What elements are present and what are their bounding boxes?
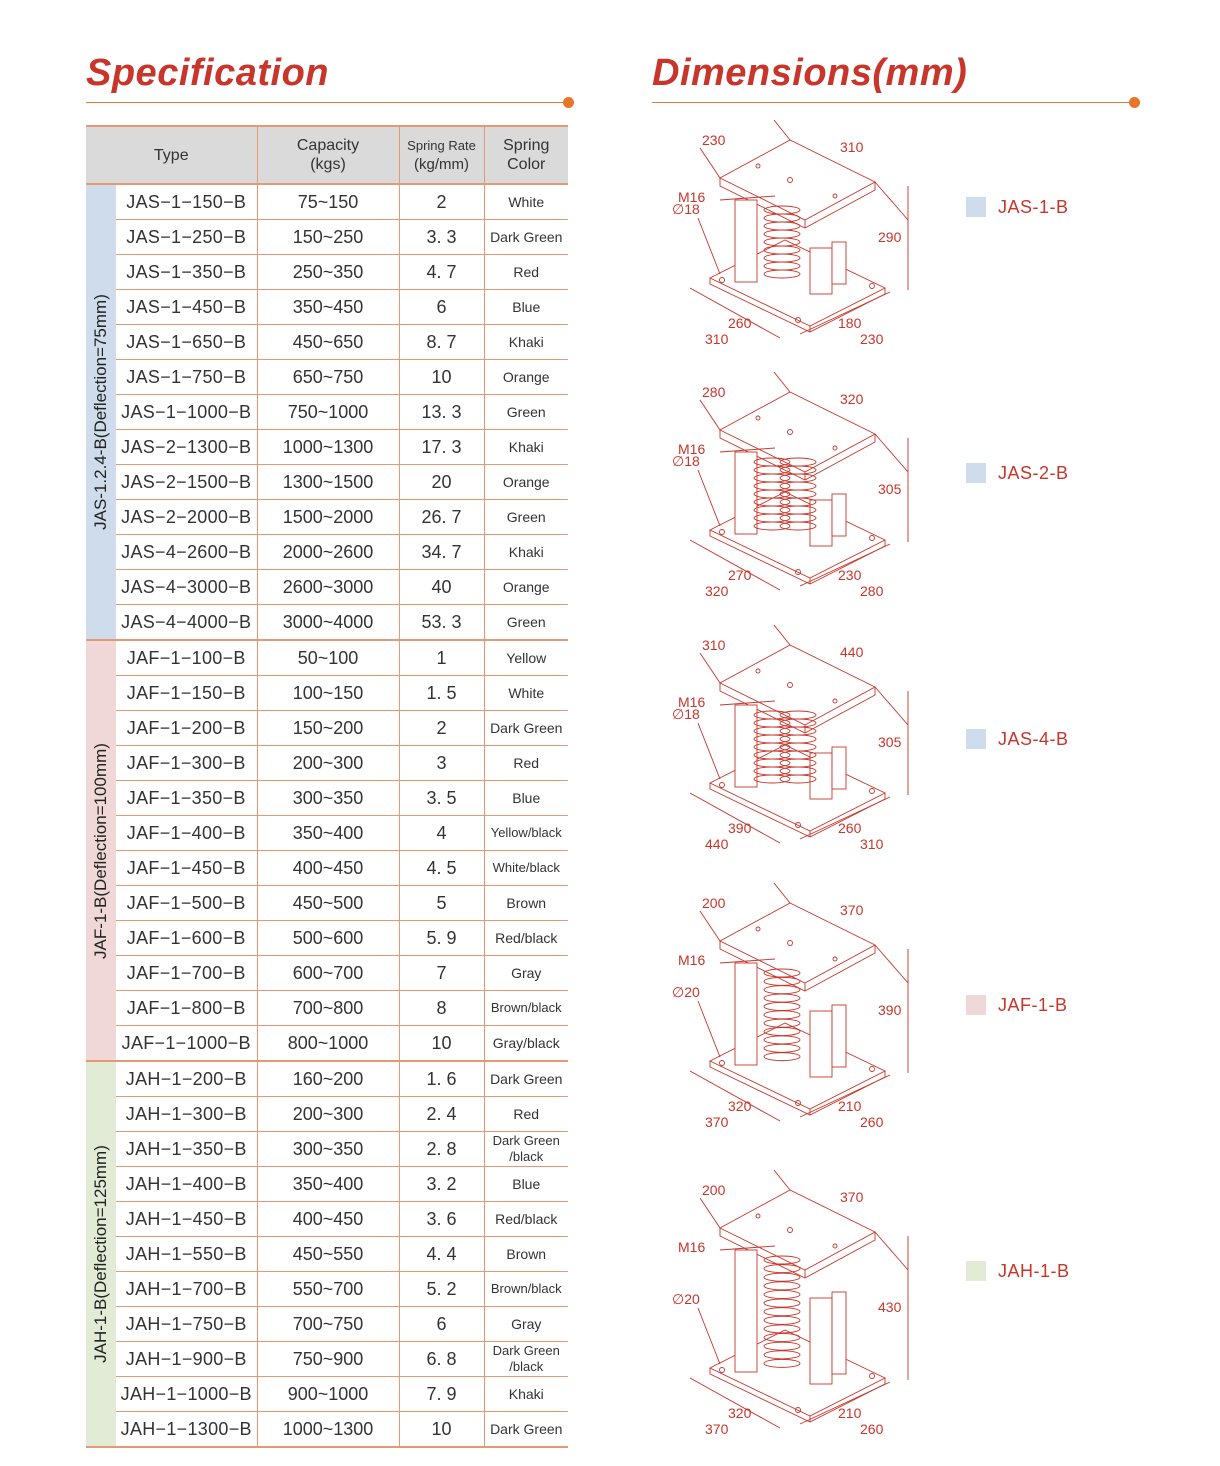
cell-spring-rate: 6 bbox=[399, 1307, 484, 1342]
cell-spring-color: Gray bbox=[484, 956, 568, 991]
cell-capacity: 700~800 bbox=[257, 991, 399, 1026]
cell-capacity: 750~900 bbox=[257, 1342, 399, 1377]
cell-capacity: 75~150 bbox=[257, 184, 399, 220]
cell-spring-rate: 34. 7 bbox=[399, 535, 484, 570]
cell-spring-color: White/black bbox=[484, 851, 568, 886]
table-row bbox=[86, 1412, 568, 1448]
cell-spring-color: Blue bbox=[484, 290, 568, 325]
cell-type: JAF−1−150−B bbox=[116, 676, 257, 711]
table-row bbox=[86, 605, 568, 641]
cell-spring-rate: 2 bbox=[399, 184, 484, 220]
cell-spring-rate: 2 bbox=[399, 711, 484, 746]
cell-spring-rate: 5 bbox=[399, 886, 484, 921]
dim-height: 305 bbox=[878, 481, 902, 497]
cell-spring-color: Red bbox=[484, 255, 568, 290]
header-type: Type bbox=[86, 126, 257, 184]
cell-capacity: 800~1000 bbox=[257, 1026, 399, 1062]
cell-spring-rate: 26. 7 bbox=[399, 500, 484, 535]
cell-spring-color: Gray bbox=[484, 1307, 568, 1342]
dim-top-left: 200 bbox=[702, 895, 726, 911]
table-row bbox=[86, 711, 568, 746]
dim-hole: ∅18 bbox=[672, 201, 700, 217]
cell-spring-rate: 2. 4 bbox=[399, 1097, 484, 1132]
table-row bbox=[86, 816, 568, 851]
dim-base-b: 440 bbox=[705, 836, 729, 852]
cell-type: JAS−1−650−B bbox=[116, 325, 257, 360]
cell-spring-color: Khaki bbox=[484, 325, 568, 360]
cell-spring-rate: 40 bbox=[399, 570, 484, 605]
cell-type: JAF−1−300−B bbox=[116, 746, 257, 781]
cell-capacity: 650~750 bbox=[257, 360, 399, 395]
table-row bbox=[86, 991, 568, 1026]
legend-swatch bbox=[966, 197, 986, 217]
cell-type: JAF−1−100−B bbox=[116, 640, 257, 676]
dim-base-d: 260 bbox=[860, 1114, 884, 1130]
dim-base-d: 280 bbox=[860, 583, 884, 599]
cell-spring-rate: 3. 5 bbox=[399, 781, 484, 816]
cell-spring-rate: 3. 6 bbox=[399, 1202, 484, 1237]
header-capacity bbox=[257, 126, 399, 184]
cell-spring-rate: 4. 7 bbox=[399, 255, 484, 290]
cell-type: JAF−1−350−B bbox=[116, 781, 257, 816]
cell-capacity: 350~400 bbox=[257, 816, 399, 851]
table-row bbox=[86, 1097, 568, 1132]
cell-type: JAF−1−600−B bbox=[116, 921, 257, 956]
specification-rule-dot bbox=[563, 97, 574, 108]
cell-capacity: 160~200 bbox=[257, 1061, 399, 1097]
cell-spring-color: Red/black bbox=[484, 921, 568, 956]
cell-spring-color: Red bbox=[484, 1097, 568, 1132]
cell-capacity: 300~350 bbox=[257, 1132, 399, 1167]
table-row bbox=[86, 290, 568, 325]
dim-height: 390 bbox=[878, 1002, 902, 1018]
dim-base-c: 210 bbox=[838, 1405, 862, 1421]
group-label-jas bbox=[86, 184, 116, 640]
cell-spring-rate: 7. 9 bbox=[399, 1377, 484, 1412]
cell-capacity: 200~300 bbox=[257, 746, 399, 781]
cell-type: JAF−1−700−B bbox=[116, 956, 257, 991]
cell-spring-rate: 7 bbox=[399, 956, 484, 991]
cell-spring-color: Dark Green /black bbox=[484, 1342, 568, 1377]
cell-spring-color: Red/black bbox=[484, 1202, 568, 1237]
cell-type: JAH−1−450−B bbox=[116, 1202, 257, 1237]
dim-top-left: 280 bbox=[702, 384, 726, 400]
table-row bbox=[86, 500, 568, 535]
table-row bbox=[86, 255, 568, 290]
legend-jas-4-b bbox=[966, 728, 1069, 750]
cell-type: JAS−4−4000−B bbox=[116, 605, 257, 641]
table-row bbox=[86, 676, 568, 711]
dim-hole: ∅20 bbox=[672, 984, 700, 1000]
dim-top-right: 440 bbox=[840, 644, 864, 660]
cell-capacity: 900~1000 bbox=[257, 1377, 399, 1412]
cell-spring-rate: 8. 7 bbox=[399, 325, 484, 360]
table-row bbox=[86, 570, 568, 605]
cell-capacity: 700~750 bbox=[257, 1307, 399, 1342]
table-row bbox=[86, 184, 568, 220]
cell-capacity: 200~300 bbox=[257, 1097, 399, 1132]
cell-capacity: 100~150 bbox=[257, 676, 399, 711]
cell-capacity: 550~700 bbox=[257, 1272, 399, 1307]
cell-type: JAH−1−700−B bbox=[116, 1272, 257, 1307]
header-spring-rate bbox=[399, 126, 484, 184]
cell-spring-rate: 5. 2 bbox=[399, 1272, 484, 1307]
cell-type: JAH−1−900−B bbox=[116, 1342, 257, 1377]
legend-jas-2-b bbox=[966, 462, 1069, 484]
cell-type: JAF−1−450−B bbox=[116, 851, 257, 886]
cell-type: JAS−1−350−B bbox=[116, 255, 257, 290]
table-header-row bbox=[86, 126, 568, 184]
dim-bolt: M16 bbox=[678, 1239, 706, 1255]
cell-spring-color: Yellow bbox=[484, 640, 568, 676]
cell-spring-color: Dark Green bbox=[484, 1412, 568, 1448]
cell-spring-rate: 3. 2 bbox=[399, 1167, 484, 1202]
cell-type: JAF−1−400−B bbox=[116, 816, 257, 851]
dim-bolt: M16 bbox=[678, 189, 706, 205]
cell-type: JAF−1−800−B bbox=[116, 991, 257, 1026]
cell-type: JAH−1−200−B bbox=[116, 1061, 257, 1097]
cell-spring-rate: 17. 3 bbox=[399, 430, 484, 465]
dim-hole: ∅18 bbox=[672, 453, 700, 469]
cell-capacity: 50~100 bbox=[257, 640, 399, 676]
cell-capacity: 750~1000 bbox=[257, 395, 399, 430]
dim-base-b: 310 bbox=[705, 331, 729, 347]
cell-spring-rate: 3 bbox=[399, 746, 484, 781]
cell-capacity: 350~400 bbox=[257, 1167, 399, 1202]
table-row bbox=[86, 1237, 568, 1272]
dim-base-c: 260 bbox=[838, 820, 862, 836]
cell-spring-color: Blue bbox=[484, 781, 568, 816]
cell-capacity: 1300~1500 bbox=[257, 465, 399, 500]
cell-type: JAH−1−550−B bbox=[116, 1237, 257, 1272]
dim-base-a: 390 bbox=[728, 820, 752, 836]
table-row bbox=[86, 1342, 568, 1377]
dim-base-b: 370 bbox=[705, 1114, 729, 1130]
legend-label: JAH-1-B bbox=[998, 1260, 1070, 1281]
dimension-drawing-jas-1-b bbox=[650, 120, 920, 360]
cell-capacity: 250~350 bbox=[257, 255, 399, 290]
dimension-drawing-jas-2-b bbox=[650, 372, 920, 612]
cell-capacity: 400~450 bbox=[257, 1202, 399, 1237]
group-label-jah bbox=[86, 1061, 116, 1447]
header-capacity-line1: Capacity bbox=[296, 137, 360, 154]
dim-base-c: 210 bbox=[838, 1098, 862, 1114]
dimension-drawing-jas-4-b bbox=[650, 625, 920, 865]
header-rate-line2: (kg/mm) bbox=[414, 156, 469, 173]
cell-type: JAF−1−200−B bbox=[116, 711, 257, 746]
table-row bbox=[86, 360, 568, 395]
header-color-line1: Spring bbox=[503, 137, 550, 154]
cell-spring-rate: 20 bbox=[399, 465, 484, 500]
mount-isometric-svg bbox=[650, 625, 920, 865]
table-row bbox=[86, 1202, 568, 1237]
dim-base-c: 230 bbox=[838, 567, 862, 583]
cell-spring-color: Brown bbox=[484, 1237, 568, 1272]
cell-spring-rate: 6 bbox=[399, 290, 484, 325]
dim-base-d: 230 bbox=[860, 331, 884, 347]
cell-spring-color: Orange bbox=[484, 360, 568, 395]
cell-type: JAH−1−400−B bbox=[116, 1167, 257, 1202]
legend-swatch bbox=[966, 729, 986, 749]
table-row bbox=[86, 886, 568, 921]
legend-jas-1-b bbox=[966, 196, 1069, 218]
cell-spring-color: Red bbox=[484, 746, 568, 781]
dim-height: 430 bbox=[878, 1299, 902, 1315]
cell-capacity: 1000~1300 bbox=[257, 430, 399, 465]
table-row bbox=[86, 956, 568, 991]
table-row bbox=[86, 220, 568, 255]
dim-top-left: 230 bbox=[702, 132, 726, 148]
cell-spring-color: Green bbox=[484, 500, 568, 535]
cell-spring-rate: 10 bbox=[399, 1412, 484, 1448]
cell-capacity: 2000~2600 bbox=[257, 535, 399, 570]
dim-top-left: 310 bbox=[702, 637, 726, 653]
cell-spring-color: Yellow/black bbox=[484, 816, 568, 851]
dim-top-right: 320 bbox=[840, 391, 864, 407]
dim-base-c: 180 bbox=[838, 315, 862, 331]
dim-base-a: 270 bbox=[728, 567, 752, 583]
cell-spring-rate: 10 bbox=[399, 360, 484, 395]
table-row bbox=[86, 1026, 568, 1062]
cell-spring-color: Brown/black bbox=[484, 991, 568, 1026]
cell-capacity: 300~350 bbox=[257, 781, 399, 816]
cell-spring-rate: 4. 4 bbox=[399, 1237, 484, 1272]
cell-spring-rate: 4. 5 bbox=[399, 851, 484, 886]
table-row bbox=[86, 1377, 568, 1412]
cell-spring-color: Dark Green bbox=[484, 711, 568, 746]
cell-spring-color: Orange bbox=[484, 465, 568, 500]
cell-type: JAS−1−1000−B bbox=[116, 395, 257, 430]
cell-spring-rate: 53. 3 bbox=[399, 605, 484, 641]
table-row bbox=[86, 1132, 568, 1167]
cell-capacity: 500~600 bbox=[257, 921, 399, 956]
specification-body bbox=[86, 184, 568, 1447]
cell-spring-color: Dark Green bbox=[484, 1061, 568, 1097]
cell-type: JAH−1−350−B bbox=[116, 1132, 257, 1167]
header-spring-color bbox=[484, 126, 568, 184]
table-row bbox=[86, 746, 568, 781]
group-label-text: JAH-1-B(Deflection=125mm) bbox=[91, 1145, 110, 1363]
cell-capacity: 1500~2000 bbox=[257, 500, 399, 535]
legend-jah-1-b bbox=[966, 1260, 1070, 1282]
dim-height: 290 bbox=[878, 229, 902, 245]
header-rate-line1: Spring Rate bbox=[407, 138, 476, 153]
table-row bbox=[86, 1167, 568, 1202]
specification-table bbox=[86, 125, 568, 1448]
dimensions-rule-dot bbox=[1129, 97, 1140, 108]
mount-isometric-svg bbox=[650, 120, 920, 360]
table-row bbox=[86, 1272, 568, 1307]
legend-swatch bbox=[966, 463, 986, 483]
cell-spring-color: Green bbox=[484, 395, 568, 430]
group-label-text: JAF-1-B(Deflection=100mm) bbox=[91, 742, 110, 959]
dim-base-d: 310 bbox=[860, 836, 884, 852]
cell-type: JAF−1−1000−B bbox=[116, 1026, 257, 1062]
specification-title: Specification bbox=[86, 52, 329, 94]
cell-type: JAH−1−1000−B bbox=[116, 1377, 257, 1412]
table-row bbox=[86, 1061, 568, 1097]
mount-isometric-svg bbox=[650, 883, 920, 1163]
specification-rule bbox=[86, 102, 568, 103]
dim-top-right: 370 bbox=[840, 1189, 864, 1205]
cell-type: JAS−1−150−B bbox=[116, 184, 257, 220]
cell-spring-rate: 3. 3 bbox=[399, 220, 484, 255]
cell-capacity: 2600~3000 bbox=[257, 570, 399, 605]
group-label-text: JAS-1.2.4-B(Deflection=75mm) bbox=[91, 294, 110, 530]
cell-spring-color: White bbox=[484, 676, 568, 711]
cell-type: JAS−4−2600−B bbox=[116, 535, 257, 570]
dimensions-rule bbox=[652, 102, 1134, 103]
dim-bolt: M16 bbox=[678, 694, 706, 710]
dim-base-b: 320 bbox=[705, 583, 729, 599]
dimension-drawing-jah-1-b bbox=[650, 1170, 920, 1450]
group-label-jaf bbox=[86, 640, 116, 1061]
cell-type: JAS−1−450−B bbox=[116, 290, 257, 325]
cell-type: JAH−1−1300−B bbox=[116, 1412, 257, 1448]
cell-spring-rate: 1. 6 bbox=[399, 1061, 484, 1097]
dim-hole: ∅20 bbox=[672, 1291, 700, 1307]
dim-top-right: 310 bbox=[840, 139, 864, 155]
cell-spring-color: Khaki bbox=[484, 535, 568, 570]
table-row bbox=[86, 921, 568, 956]
cell-spring-color: Orange bbox=[484, 570, 568, 605]
legend-label: JAS-2-B bbox=[998, 462, 1069, 483]
cell-spring-color: Blue bbox=[484, 1167, 568, 1202]
cell-spring-color: White bbox=[484, 184, 568, 220]
cell-type: JAS−1−250−B bbox=[116, 220, 257, 255]
cell-type: JAS−2−2000−B bbox=[116, 500, 257, 535]
table-row bbox=[86, 1307, 568, 1342]
cell-type: JAH−1−750−B bbox=[116, 1307, 257, 1342]
legend-swatch bbox=[966, 995, 986, 1015]
legend-label: JAS-1-B bbox=[998, 196, 1069, 217]
legend-swatch bbox=[966, 1261, 986, 1281]
cell-type: JAF−1−500−B bbox=[116, 886, 257, 921]
table-row bbox=[86, 465, 568, 500]
dim-top-left: 200 bbox=[702, 1182, 726, 1198]
cell-spring-color: Brown/black bbox=[484, 1272, 568, 1307]
cell-type: JAS−4−3000−B bbox=[116, 570, 257, 605]
dim-bolt: M16 bbox=[678, 441, 706, 457]
cell-capacity: 600~700 bbox=[257, 956, 399, 991]
table-row bbox=[86, 325, 568, 360]
cell-spring-rate: 6. 8 bbox=[399, 1342, 484, 1377]
cell-capacity: 450~500 bbox=[257, 886, 399, 921]
cell-spring-color: Dark Green /black bbox=[484, 1132, 568, 1167]
cell-spring-rate: 2. 8 bbox=[399, 1132, 484, 1167]
cell-spring-rate: 1. 5 bbox=[399, 676, 484, 711]
header-capacity-line2: (kgs) bbox=[310, 156, 346, 173]
cell-spring-color: Green bbox=[484, 605, 568, 641]
mount-isometric-svg bbox=[650, 372, 920, 612]
table-row bbox=[86, 640, 568, 676]
dimension-drawing-jaf-1-b bbox=[650, 883, 920, 1163]
legend-label: JAF-1-B bbox=[998, 994, 1068, 1015]
cell-spring-rate: 1 bbox=[399, 640, 484, 676]
cell-capacity: 3000~4000 bbox=[257, 605, 399, 641]
dim-base-d: 260 bbox=[860, 1421, 884, 1437]
header-color-line2: Color bbox=[507, 156, 546, 173]
cell-capacity: 450~550 bbox=[257, 1237, 399, 1272]
table-row bbox=[86, 535, 568, 570]
dim-base-a: 320 bbox=[728, 1405, 752, 1421]
mount-isometric-svg bbox=[650, 1170, 920, 1450]
cell-capacity: 150~200 bbox=[257, 711, 399, 746]
table-row bbox=[86, 781, 568, 816]
cell-spring-rate: 5. 9 bbox=[399, 921, 484, 956]
dim-base-a: 260 bbox=[728, 315, 752, 331]
table-row bbox=[86, 430, 568, 465]
legend-jaf-1-b bbox=[966, 994, 1068, 1016]
dimensions-title: Dimensions(mm) bbox=[652, 52, 968, 94]
table-row bbox=[86, 395, 568, 430]
cell-capacity: 1000~1300 bbox=[257, 1412, 399, 1448]
cell-type: JAS−2−1500−B bbox=[116, 465, 257, 500]
dim-hole: ∅18 bbox=[672, 706, 700, 722]
cell-capacity: 400~450 bbox=[257, 851, 399, 886]
cell-spring-rate: 4 bbox=[399, 816, 484, 851]
dim-top-right: 370 bbox=[840, 902, 864, 918]
cell-capacity: 150~250 bbox=[257, 220, 399, 255]
cell-spring-color: Khaki bbox=[484, 1377, 568, 1412]
dim-height: 305 bbox=[878, 734, 902, 750]
cell-type: JAS−2−1300−B bbox=[116, 430, 257, 465]
cell-spring-color: Gray/black bbox=[484, 1026, 568, 1062]
cell-capacity: 350~450 bbox=[257, 290, 399, 325]
table-row bbox=[86, 851, 568, 886]
cell-spring-rate: 10 bbox=[399, 1026, 484, 1062]
cell-type: JAH−1−300−B bbox=[116, 1097, 257, 1132]
dim-bolt: M16 bbox=[678, 952, 706, 968]
cell-type: JAS−1−750−B bbox=[116, 360, 257, 395]
cell-spring-rate: 8 bbox=[399, 991, 484, 1026]
cell-capacity: 450~650 bbox=[257, 325, 399, 360]
dim-base-b: 370 bbox=[705, 1421, 729, 1437]
legend-label: JAS-4-B bbox=[998, 728, 1069, 749]
cell-spring-color: Khaki bbox=[484, 430, 568, 465]
cell-spring-color: Brown bbox=[484, 886, 568, 921]
dim-base-a: 320 bbox=[728, 1098, 752, 1114]
cell-spring-rate: 13. 3 bbox=[399, 395, 484, 430]
cell-spring-color: Dark Green bbox=[484, 220, 568, 255]
